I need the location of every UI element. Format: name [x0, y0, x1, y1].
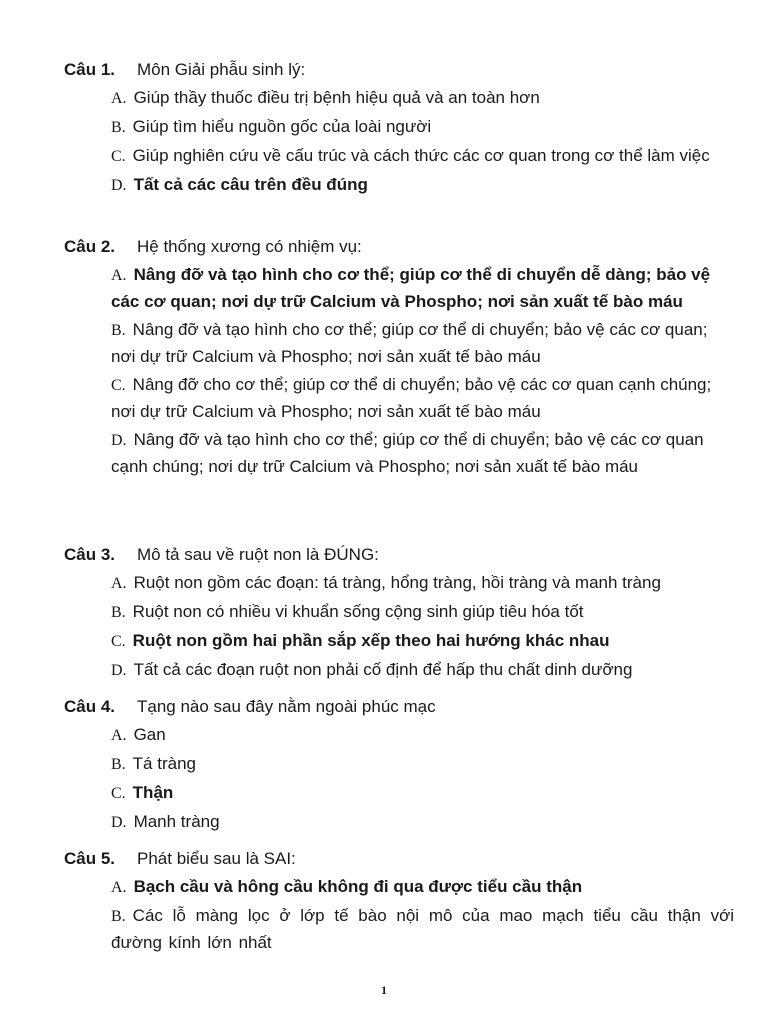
option-a — [111, 874, 734, 901]
option-letter: B. — [111, 119, 126, 136]
option-b — [111, 903, 734, 956]
question-number: Câu 4. — [64, 697, 116, 716]
question-1 — [64, 57, 734, 199]
question-header — [64, 846, 734, 872]
option-letter: A. — [111, 90, 127, 107]
option-d — [111, 809, 734, 836]
question-header — [64, 57, 734, 83]
option-text: Thận — [132, 783, 174, 802]
option-text: Giúp thầy thuốc điều trị bệnh hiệu quả và an toàn hơn — [133, 88, 540, 107]
question-header — [64, 542, 734, 568]
option-text: Ruột non gồm hai phần sắp xếp theo hai hướng khác nhau — [132, 631, 610, 650]
option-text: Giúp tìm hiểu nguồn gốc của loài người — [132, 117, 432, 136]
option-c — [111, 628, 734, 655]
question-2 — [64, 234, 734, 480]
option-letter: C. — [111, 148, 126, 165]
question-number: Câu 5. — [64, 849, 116, 868]
option-text: Ruột non gồm các đoạn: tá tràng, hổng tràng, hồi tràng và manh tràng — [133, 573, 661, 592]
option-a — [111, 570, 734, 597]
option-text: Tá tràng — [132, 754, 196, 773]
option-c — [111, 372, 734, 425]
option-d — [111, 172, 734, 199]
option-b — [111, 114, 734, 141]
option-letter: B. — [111, 756, 126, 773]
option-a — [111, 85, 734, 112]
option-letter: B. — [111, 908, 126, 925]
option-letter: D. — [111, 432, 127, 449]
option-text: Nâng đỡ và tạo hình cho cơ thể; giúp cơ thể di chuyển dễ dàng; bảo vệ các cơ quan; nơi dự trữ Calcium và Phospho; nơi sản xuất tế bào máu — [111, 265, 711, 311]
option-a — [111, 262, 734, 315]
page-number: 1 — [381, 983, 387, 997]
option-letter: D. — [111, 814, 127, 831]
question-text: Hệ thống xương có nhiệm vụ: — [137, 237, 362, 256]
question-text: Mô tả sau về ruột non là ĐÚNG: — [137, 545, 379, 564]
option-text: Tất cả các đoạn ruột non phải cố định để hấp thu chất dinh dưỡng — [133, 660, 633, 679]
option-text: Bạch cầu và hông cầu không đi qua được tiểu cầu thận — [133, 877, 583, 896]
option-text: Giúp nghiên cứu về cấu trúc và cách thức các cơ quan trong cơ thể làm việc — [132, 146, 710, 165]
question-text: Phát biểu sau là SAI: — [137, 849, 296, 868]
option-letter: D. — [111, 662, 127, 679]
option-letter: C. — [111, 633, 126, 650]
option-a — [111, 722, 734, 749]
option-text: Nâng đỡ cho cơ thể; giúp cơ thể di chuyển; bảo vệ các cơ quan cạnh chúng; nơi dự trữ Calcium và Phospho; nơi sản xuất tế bào máu — [111, 375, 712, 421]
option-letter: B. — [111, 322, 126, 339]
question-5 — [64, 846, 734, 956]
option-c — [111, 143, 734, 170]
question-number: Câu 3. — [64, 545, 116, 564]
question-3 — [64, 542, 734, 684]
option-letter: D. — [111, 177, 127, 194]
question-header — [64, 234, 734, 260]
question-4 — [64, 694, 734, 836]
option-b — [111, 751, 734, 778]
option-text: Các lỗ màng lọc ở lớp tế bào nội mô của mao mạch tiểu cầu thận với đường kính lớn nhất — [111, 906, 734, 952]
option-text: Nâng đỡ và tạo hình cho cơ thể; giúp cơ thể di chuyển; bảo vệ các cơ quan cạnh chúng; nơi dự trữ Calcium và Phospho; nơi sản xuất tế bào máu — [111, 430, 704, 476]
question-number: Câu 1. — [64, 60, 116, 79]
option-letter: C. — [111, 785, 126, 802]
option-letter: A. — [111, 575, 127, 592]
option-b — [111, 599, 734, 626]
option-text: Manh tràng — [133, 812, 220, 831]
question-number: Câu 2. — [64, 237, 116, 256]
option-letter: A. — [111, 727, 127, 744]
option-text: Nâng đỡ và tạo hình cho cơ thể; giúp cơ thể di chuyển; bảo vệ các cơ quan; nơi dự trữ Calcium và Phospho; nơi sản xuất tế bào máu — [111, 320, 708, 366]
question-header — [64, 694, 734, 720]
question-text: Tạng nào sau đây nằm ngoài phúc mạc — [137, 697, 436, 716]
option-text: Tất cả các câu trên đều đúng — [133, 175, 368, 194]
option-d — [111, 657, 734, 684]
option-letter: A. — [111, 267, 127, 284]
option-c — [111, 780, 734, 807]
option-b — [111, 317, 734, 370]
option-letter: B. — [111, 604, 126, 621]
option-d — [111, 427, 734, 480]
option-text: Ruột non có nhiều vi khuẩn sống cộng sinh giúp tiêu hóa tốt — [132, 602, 584, 621]
option-letter: C. — [111, 377, 126, 394]
option-text: Gan — [133, 725, 166, 744]
option-letter: A. — [111, 879, 127, 896]
question-text: Môn Giải phẫu sinh lý: — [137, 60, 306, 79]
